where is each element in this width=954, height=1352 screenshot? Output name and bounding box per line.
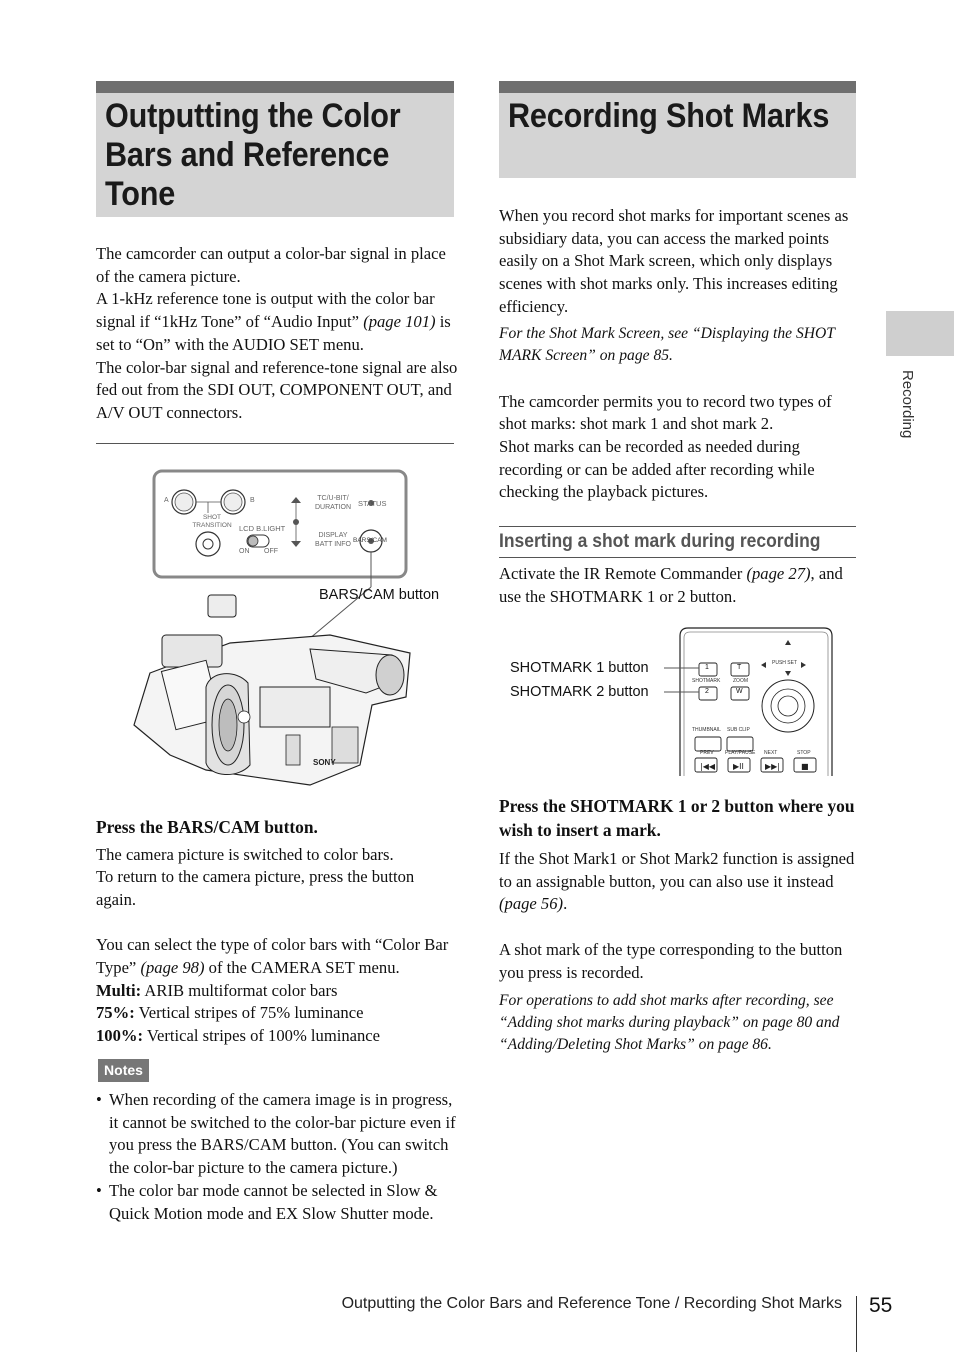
step-paragraph-2: A shot mark of the type corresponding to the button you press is recorded. xyxy=(499,939,843,982)
color-bar-option-multi xyxy=(96,980,458,1003)
option-text-100: Vertical stripes of 100% luminance xyxy=(143,1026,381,1046)
remote-figure xyxy=(506,626,836,778)
color-bar-option-100 xyxy=(96,1025,458,1048)
bars-cam-button-callout: BARS/CAM button xyxy=(319,587,440,603)
panel-label-shot-transition: SHOT TRANSITION xyxy=(192,514,232,529)
section-title-box-shot-marks xyxy=(499,81,856,178)
bullet-icon: • xyxy=(96,1090,102,1109)
option-text-multi: ARIB multiformat color bars xyxy=(141,980,338,1000)
panel-label-tc-ubit: TC/U-BIT/ DURATION xyxy=(314,495,352,511)
svg-text:▶▶|: ▶▶| xyxy=(765,762,780,771)
footer-divider xyxy=(856,1296,857,1352)
activate-text-b: , and use the SHOTMARK 1 or 2 button. xyxy=(499,564,843,606)
camcorder-illustration xyxy=(110,465,460,795)
step-p1-text-b: . xyxy=(563,894,568,914)
note-text-2: The color bar mode cannot be selected in Slow & Quick Motion mode and EX Slow Shutter mode. xyxy=(109,1180,438,1223)
step-heading-shotmark: Press the SHOTMARK 1 or 2 button where you wish to insert a mark. xyxy=(499,796,855,840)
step-heading-bars-cam: Press the BARS/CAM button. xyxy=(96,817,318,837)
step-p3-text-b: of the CAMERA SET menu. xyxy=(204,958,400,977)
intro-paragraph-2: The camcorder permits you to record two types of shot marks: shot mark 1 and shot mark 2. xyxy=(499,391,832,434)
option-label-75: 75%: xyxy=(96,1003,135,1023)
color-bar-option-75 xyxy=(96,1002,458,1025)
section-title-color-bars: Outputting the Color Bars and Reference Tone xyxy=(105,97,401,213)
remote-shotmark-label: SHOTMARK xyxy=(692,678,721,684)
page-ref-27: (page 27) xyxy=(746,564,811,583)
panel-label-on: ON xyxy=(239,548,250,555)
intro-paragraph-1: When you record shot marks for important scenes as subsidiary data, you can access the marked points easily on a Shot Mark screen, which only displays scenes with shot marks only. This increases editing efficiency. xyxy=(499,206,849,316)
panel-label-lcd-b-light: LCD B.LIGHT xyxy=(239,524,286,533)
page-number: 55 xyxy=(869,1294,893,1317)
svg-text:■: ■ xyxy=(801,762,809,771)
shot-marks-intro xyxy=(499,205,859,504)
shotmark-1-callout: SHOTMARK 1 button xyxy=(510,660,649,676)
side-tab-label: Recording xyxy=(899,370,916,439)
svg-text:▶II: ▶II xyxy=(733,762,744,771)
option-label-multi: Multi: xyxy=(96,980,142,1000)
remote-zoom-w-label: W xyxy=(736,688,743,695)
camcorder-figure xyxy=(110,465,460,795)
remote-next-label: NEXT xyxy=(764,750,778,756)
panel-label-off: OFF xyxy=(264,548,278,555)
shotmark-2-callout: SHOTMARK 2 button xyxy=(510,684,649,700)
intro-paragraph-1: The camcorder can output a color-bar signal in place of the camera picture. xyxy=(96,244,446,286)
step-paragraph-3 xyxy=(96,934,458,979)
intro-note: For the Shot Mark Screen, see “Displaying the SHOT MARK Screen” on page 85. xyxy=(499,324,835,364)
remote-thumbnail-label: THUMBNAIL xyxy=(692,727,721,733)
section-title-shot-marks: Recording Shot Marks xyxy=(508,97,830,135)
remote-zoom-t-label: T xyxy=(737,664,742,671)
step-note: For operations to add shot marks after recording, see “Adding shot marks during playback” on page 80 and “Adding/Deleting Shot Marks” on page 86. xyxy=(499,992,840,1054)
step-p3-text-a: You can select the type of color bars with “Color Bar Type” xyxy=(96,935,449,977)
section-title-box-color-bars xyxy=(96,81,454,217)
step-p1-text-a: If the Shot Mark1 or Shot Mark2 function is assigned to an assignable button, you can also use it instead xyxy=(499,849,855,891)
bars-cam-step xyxy=(96,816,458,1048)
step-paragraph-1 xyxy=(499,848,859,916)
remote-button-1-label: 1 xyxy=(705,664,709,671)
subsection-heading: Inserting a shot mark during recording xyxy=(499,531,821,552)
remote-illustration xyxy=(506,626,836,778)
intro-paragraph-3: Shot marks can be recorded as needed during recording or can be added after recording while checking the playback pictures. xyxy=(499,436,815,502)
panel-label-bars-cam: BARS/CAM xyxy=(353,537,387,544)
panel-label-b: B xyxy=(250,497,255,504)
subsection-heading-box xyxy=(499,526,856,558)
note-item xyxy=(96,1089,458,1180)
notes-badge: Notes xyxy=(98,1059,149,1082)
step-paragraph-2: To return to the camera picture, press the button again. xyxy=(96,867,415,909)
panel-label-a: A xyxy=(164,497,169,504)
svg-text:|◀◀: |◀◀ xyxy=(700,762,715,771)
note-text-1: When recording of the camera image is in progress, it cannot be switched to the color-bar picture even if you press the BARS/CAM button. (You can switch the color-bar picture to the camera picture.) xyxy=(109,1090,456,1178)
panel-label-display: DISPLAY BATT INFO xyxy=(315,532,351,548)
remote-sub-clip-label: SUB CLIP xyxy=(727,727,750,733)
intro-paragraph-2 xyxy=(96,288,458,356)
intro-p2-text-a: A 1-kHz reference tone is output with the color bar signal if “1kHz Tone” of “Audio Input” xyxy=(96,289,435,332)
option-label-100: 100%: xyxy=(96,1026,144,1046)
notes-list xyxy=(96,1089,458,1225)
note-item xyxy=(96,1180,458,1225)
side-tab-marker xyxy=(886,311,954,356)
remote-push-set-label: PUSH SET xyxy=(772,660,798,666)
activate-text xyxy=(499,563,859,608)
remote-play-pause-label: PLAY/PAUSE xyxy=(725,750,756,756)
footer-running-title: Outputting the Color Bars and Reference Tone / Recording Shot Marks xyxy=(341,1295,842,1312)
step-paragraph-1: The camera picture is switched to color bars. xyxy=(96,844,394,864)
activate-text-a: Activate the IR Remote Commander xyxy=(499,564,747,583)
divider-rule xyxy=(96,443,454,444)
panel-label-status: STATUS xyxy=(358,499,387,508)
svg-text:SONY: SONY xyxy=(313,758,336,767)
shotmark-step xyxy=(499,795,859,1056)
remote-stop-label: STOP xyxy=(797,750,811,756)
bullet-icon: • xyxy=(96,1180,102,1200)
intro-paragraph-3: The color-bar signal and reference-tone signal are also fed out from the SDI OUT, COMPONENT OUT, and A/V OUT connectors. xyxy=(96,357,458,422)
remote-zoom-label: ZOOM xyxy=(733,678,748,684)
page-ref-56: (page 56) xyxy=(499,894,564,914)
intro-p2-text-b: is set to “On” with the AUDIO SET menu. xyxy=(96,312,451,354)
remote-button-2-label: 2 xyxy=(705,688,709,695)
remote-prev-label: PREV xyxy=(700,750,714,756)
color-bars-intro xyxy=(96,243,458,425)
page-ref-98: (page 98) xyxy=(140,958,205,977)
option-text-75: Vertical stripes of 75% luminance xyxy=(134,1003,364,1023)
page-ref-101: (page 101) xyxy=(363,312,436,332)
activate-remote-paragraph xyxy=(499,563,859,608)
